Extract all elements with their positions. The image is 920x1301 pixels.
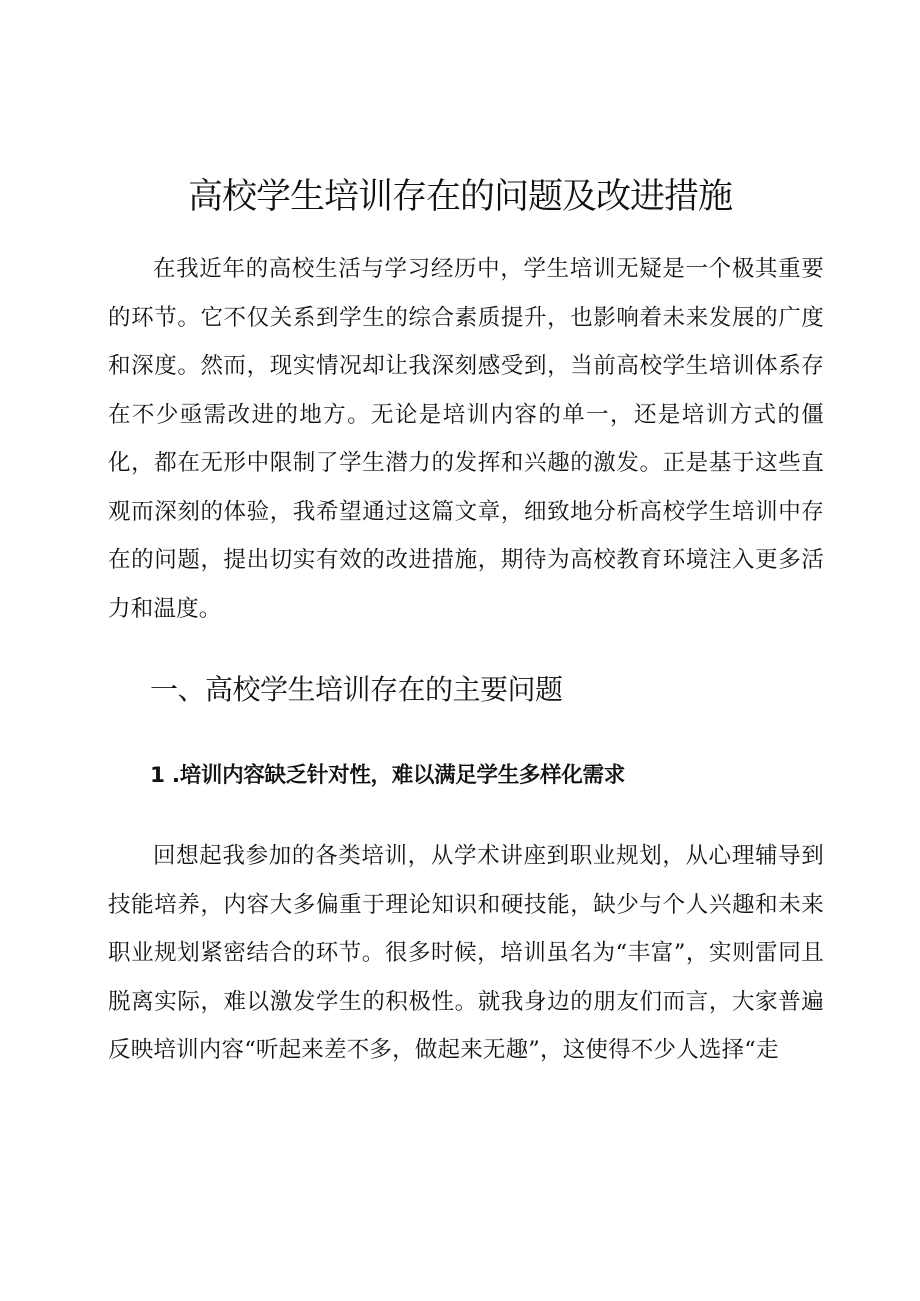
- intro-paragraph: 在我近年的高校生活与学习经历中，学生培训无疑是一个极其重要的环节。它不仅关系到学生的综合素质提升，也影响着未来发展的广度和深度。然而，现实情况却让我深刻感受到，当前高校学生培训体系存在不少亟需改进的地方。无论是培训内容的单一，还是培训方式的僵化，都在无形中限制了学生潜力的发挥和兴趣的激发。正是基于这些直观而深刻的体验，我希望通过这篇文章，细致地分析高校学生培训中存在的问题，提出切实有效的改进措施，期待为高校教育环境注入更多活力和温度。: [108, 256, 824, 622]
- subsection-heading: 1 .培训内容缺乏针对性，难以满足学生多样化需求: [150, 763, 625, 788]
- document-title: 高校学生培训存在的问题及改进措施: [187, 177, 732, 217]
- subsection-paragraph: 回想起我参加的各类培训，从学术讲座到职业规划，从心理辅导到技能培养，内容大多偏重于理论知识和硬技能，缺少与个人兴趣和未来职业规划紧密结合的环节。很多时候，培训虽名为“丰富”，实则雷同且脱离实际，难以激发学生的积极性。就我身边的朋友们而言，大家普遍反映培训内容“听起来差不多，做起来无趣”，这使得不少人选择“走: [108, 843, 824, 1063]
- section-heading: 一、高校学生培训存在的主要问题: [150, 673, 563, 706]
